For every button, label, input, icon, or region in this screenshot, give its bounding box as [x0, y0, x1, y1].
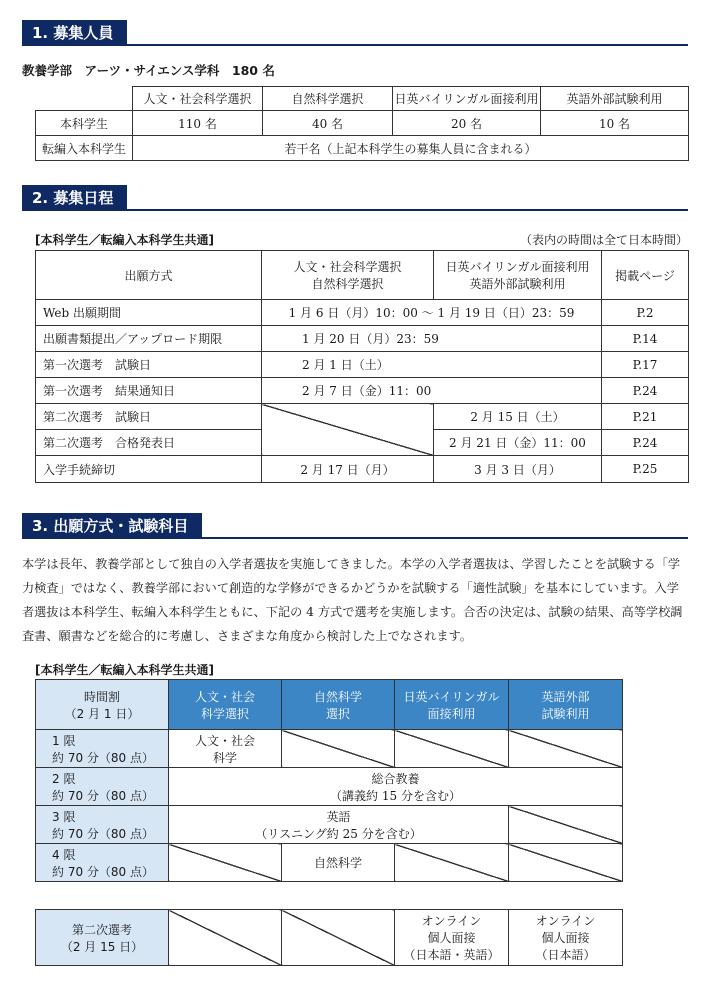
header-humanities [169, 680, 282, 730]
header-timetable [36, 680, 169, 730]
section-1-title: 1. 募集人員 [22, 20, 127, 46]
period-text: 約 70 分（80 点） [52, 864, 154, 879]
not-applicable-cell [395, 730, 509, 768]
col-header-bilingual: 日英バイリンガル面接利用 [393, 87, 541, 111]
header-text: 自然科学選択 [311, 277, 384, 291]
cell-page: P.24 [602, 430, 689, 456]
row-label: 第二次選考 試験日 [36, 404, 262, 430]
col-header-english-test: 英語外部試験利用 [541, 87, 689, 111]
interview-cell [509, 910, 623, 966]
interview-text: オンライン [535, 914, 596, 928]
cell-page: P.21 [602, 404, 689, 430]
not-applicable-cell [509, 844, 623, 882]
header-group-2 [434, 251, 602, 300]
header-science [282, 680, 395, 730]
subject-cell [169, 768, 623, 806]
cell-page: P.25 [602, 456, 689, 483]
header-text: 試験利用 [541, 706, 590, 721]
header-method: 出願方式 [36, 251, 262, 300]
not-applicable-cell [395, 844, 509, 882]
cell-merged: 若干名（上記本科学生の募集人員に含まれる） [133, 136, 689, 161]
cell-value: 2 月 17 日（月） [262, 456, 434, 483]
period-label [36, 768, 169, 806]
header-bilingual [395, 680, 509, 730]
not-applicable-cell [509, 730, 623, 768]
cell-value: 110 名 [133, 111, 263, 136]
not-applicable-cell [282, 910, 395, 966]
not-applicable-cell [262, 404, 434, 456]
not-applicable-cell [169, 844, 282, 882]
cell-value: 2 月 21 日（金）11：00 [434, 430, 602, 456]
corner-cell [36, 87, 133, 111]
cell-page: P.24 [602, 378, 689, 404]
header-text: 日英バイリンガル面接利用 [445, 260, 590, 274]
second-round-text: 第二次選考 [71, 922, 132, 937]
not-applicable-cell [169, 910, 282, 966]
interview-text: オンライン [421, 914, 482, 928]
cell-merged: 2 月 7 日（金）11：00 [262, 378, 602, 404]
cell-value: 3 月 3 日（月） [434, 456, 602, 483]
recruitment-table [35, 86, 689, 161]
subject-cell: 自然科学 [282, 844, 395, 882]
col-header-science: 自然科学選択 [263, 87, 393, 111]
cell-merged: 1 月 20 日（月）23：59 [262, 326, 602, 352]
subject-text: 人文・社会 [194, 733, 255, 748]
not-applicable-cell [509, 806, 623, 844]
row-label-transfer: 転編入本科学生 [36, 136, 133, 161]
period-label [36, 806, 169, 844]
exam-caption: [本科学生／転編入本科学生共通] [35, 663, 214, 677]
row-label: 第二次選考 合格発表日 [36, 430, 262, 456]
cell-page: P.14 [602, 326, 689, 352]
period-text: 1 限 [52, 733, 76, 748]
row-label: 出願書類提出／アップロード期限 [36, 326, 262, 352]
section-3-rule [22, 537, 688, 539]
period-label [36, 844, 169, 882]
header-text: 英語外部 [541, 689, 590, 704]
section-1-rule [22, 44, 688, 46]
intro-paragraph: 本学は長年、教養学部として独自の入学者選抜を実施してきました。本学の入学者選抜は、学習したことを試験する「学力検査」ではなく、教養学部において創造的な学修ができるかどうかを試験する「適性試験」を基本にしています。入学者選抜は本科学生、転編入本科学生ともに、下記の 4 方式で選考を実施します。合否の決定は、試験の結果、高等学校調査書、願書などを総合的に考慮し、さまざまな角度から検討した上でなされます。 [22, 557, 683, 643]
header-text: （2 月 1 日） [64, 706, 140, 721]
cell-merged: 2 月 1 日（土） [262, 352, 602, 378]
subject-cell [169, 806, 509, 844]
header-text: 科学選択 [200, 706, 249, 721]
col-header-humanities: 人文・社会科学選択 [133, 87, 263, 111]
subject-text: （リスニング約 25 分を含む） [255, 826, 422, 841]
header-text: 人文・社会 [194, 689, 255, 704]
cell-value: 2 月 15 日（土） [434, 404, 602, 430]
section-1-header [22, 20, 688, 46]
timezone-note: （表内の時間は全て日本時間） [519, 233, 688, 247]
cell-page: P.2 [602, 300, 689, 326]
second-round-table [35, 909, 623, 966]
cell-page: P.17 [602, 352, 689, 378]
cell-value: 10 名 [541, 111, 689, 136]
period-text: 約 70 分（80 点） [52, 750, 154, 765]
department-label: 教養学部 アーツ・サイエンス学科 180 名 [22, 63, 275, 78]
header-text: 面接利用 [427, 706, 476, 721]
header-english-test [509, 680, 623, 730]
row-label: 第一次選考 結果通知日 [36, 378, 262, 404]
cell-merged: 1 月 6 日（月）10：00 ～ 1 月 19 日（日）23：59 [262, 300, 602, 326]
header-text: 人文・社会科学選択 [293, 260, 402, 274]
section-2-title: 2. 募集日程 [22, 185, 127, 211]
period-text: 3 限 [52, 809, 76, 824]
period-text: 4 限 [52, 847, 76, 862]
interview-text: 個人面接 [541, 931, 590, 945]
row-label: 第一次選考 試験日 [36, 352, 262, 378]
period-label [36, 730, 169, 768]
subject-text: 科学 [212, 750, 237, 765]
interview-text: （日本語） [535, 948, 596, 962]
row-label: 入学手続締切 [36, 456, 262, 483]
cell-value: 20 名 [393, 111, 541, 136]
header-text: 英語外部試験利用 [469, 277, 566, 291]
header-page: 掲載ページ [602, 251, 689, 300]
subject-text: 英語 [326, 809, 351, 824]
schedule-caption: [本科学生／転編入本科学生共通] [35, 233, 214, 247]
header-text: 日英バイリンガル [403, 689, 500, 704]
section-3-header [22, 513, 688, 539]
header-text: 時間割 [83, 689, 120, 704]
interview-text: （日本語・英語） [403, 948, 500, 962]
period-text: 2 限 [52, 771, 76, 786]
section-3-title: 3. 出願方式・試験科目 [22, 513, 202, 539]
cell-value: 40 名 [263, 111, 393, 136]
subject-text: （講義約 15 分を含む） [330, 788, 461, 803]
subject-cell [169, 730, 282, 768]
interview-text: 個人面接 [427, 931, 476, 945]
row-label-regular: 本科学生 [36, 111, 133, 136]
period-text: 約 70 分（80 点） [52, 826, 154, 841]
second-round-label [36, 910, 169, 966]
exam-subjects-table [35, 679, 623, 882]
schedule-table [35, 250, 689, 483]
subject-text: 総合教養 [371, 771, 420, 786]
row-label: Web 出願期間 [36, 300, 262, 326]
second-round-text: （2 月 15 日） [60, 939, 144, 954]
header-group-1 [262, 251, 434, 300]
period-text: 約 70 分（80 点） [52, 788, 154, 803]
header-text: 自然科学 [313, 689, 362, 704]
section-2-header [22, 185, 688, 211]
header-text: 選択 [325, 706, 350, 721]
not-applicable-cell [282, 730, 395, 768]
interview-cell [395, 910, 509, 966]
section-2-rule [22, 209, 688, 211]
